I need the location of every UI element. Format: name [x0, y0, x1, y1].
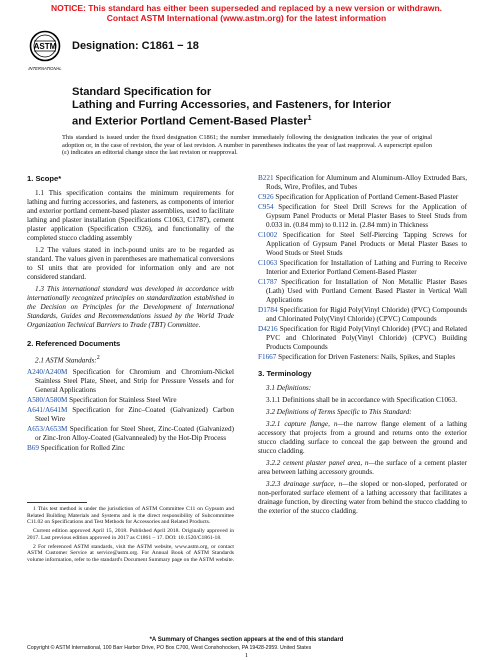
reference-item — [27, 406, 234, 424]
reference-title: Specification for Application of Portland Cement-Based Plaster — [273, 193, 459, 201]
terminology-3-2-3: 3.2.3 drainage surface, n—the sloped or non-sloped, perforated or non-perforated surface element of a lathing accessory that facilitates a drainage function, by directing water from behind the stucco cladding to the exterior of the stucco cladding. — [258, 480, 467, 515]
reference-link[interactable]: F1667 — [258, 353, 277, 361]
reference-link[interactable]: C926 — [258, 193, 274, 201]
notice-line-2: Contact ASTM International (www.astm.org) for the latest information — [106, 13, 387, 23]
reference-link[interactable]: A641/A641M — [27, 406, 68, 415]
reference-item — [258, 174, 467, 192]
footnotes — [27, 506, 234, 566]
reference-item — [27, 425, 234, 443]
reference-item — [27, 368, 234, 395]
reference-item — [258, 325, 467, 352]
reference-item — [27, 444, 234, 453]
scope-heading: 1. Scope* — [27, 174, 62, 183]
reference-link[interactable]: C954 — [258, 203, 274, 211]
reference-link[interactable]: C1002 — [258, 231, 278, 239]
footnote-2: 2 For referenced ASTM standards, visit the ASTM website, www.astm.org, or contact ASTM Customer Service at service@astm.org. For Annual Book of ASTM Standards volume information, refer to the standard's Document Summary page on the ASTM website. — [27, 543, 234, 563]
summary-of-changes-note: *A Summary of Changes section appears at the end of this standard — [149, 637, 344, 643]
document-title — [72, 86, 462, 129]
referenced-documents-heading: 2. Referenced Documents — [27, 339, 121, 348]
title-footnote-mark: 1 — [307, 115, 312, 122]
notice-line-1: NOTICE: This standard has either been superseded and replaced by a new version or withdrawn. — [50, 3, 443, 13]
right-column — [258, 174, 467, 519]
reference-link[interactable]: C1787 — [258, 278, 278, 286]
title-line-2: Lathing and Furring Accessories, and Fasteners, for Interior — [72, 99, 392, 111]
footnote-divider — [27, 502, 87, 503]
title-line-3: and Exterior Portland Cement-Based Plaster — [72, 115, 308, 128]
reference-item — [258, 259, 467, 277]
reference-title: Specification for Steel Drill Screws for the Application of Gypsum Panel Products or Metal Plaster Bases to Steel Studs from 0.033 in. (0.84 mm) to 0.112 in. (2.84 mm) in Thickness — [266, 203, 467, 229]
reference-title: Specification for Zinc–Coated (Galvanized) Carbon Steel Wire — [35, 406, 234, 424]
reference-title: Specification for Driven Fasteners: Nails, Spikes, and Staples — [276, 353, 456, 361]
title-line-1: Standard Specification for — [72, 86, 212, 98]
reference-link[interactable]: B221 — [258, 174, 274, 182]
reference-title: Specification for Rolled Zinc — [38, 444, 125, 453]
designation: Designation: C1861 − 18 — [72, 40, 199, 52]
reference-title: Specification for Rigid Poly(Vinyl Chloride) (PVC) Compounds and Chlorinated Poly(Vinyl Chloride) (CPVC) Compounds — [266, 306, 467, 323]
reference-item — [258, 278, 467, 305]
reference-link[interactable]: D4216 — [258, 325, 278, 333]
reference-link[interactable]: B69 — [27, 444, 39, 453]
scope-1-3: 1.3 This international standard was developed in accordance with internationally recognized principles on standardization established in the Decision on Principles for the Development of International Standards, Guides and Recommendations issued by the World Trade Organization Technical Barriers to Trade (TBT) Committee. — [27, 285, 234, 329]
left-column — [27, 174, 234, 454]
reference-item — [258, 203, 467, 230]
supersede-notice — [0, 3, 493, 23]
reference-link[interactable]: D1784 — [258, 306, 278, 314]
references-list-left — [27, 368, 234, 453]
copyright-line: Copyright © ASTM International, 100 Barr Harbor Drive, PO Box C700, West Conshohocken, PA 19428-2959. United States — [27, 645, 312, 651]
reference-title: Specification for Installation of Non Metallic Plaster Bases (Lath) Used with Portland Cement Based Plaster in Vertical Wall Applications — [266, 278, 467, 304]
reference-item — [27, 396, 234, 405]
reference-title: Specification for Aluminum and Aluminum-Alloy Extruded Bars, Rods, Wire, Profiles, and Tubes — [266, 174, 467, 191]
terminology-3-1-1: 3.1.1 Definitions shall be in accordance with Specification C1063. — [266, 396, 458, 404]
terminology-3-2-1: 3.2.1 capture flange, n—the narrow flange element of a lathing accessory that projects from a ground and returns onto the exterior stucco cladding surface to conceal the gap between the ground and stucco cladding. — [258, 420, 468, 455]
intro-paragraph: This standard is issued under the fixed designation C1861; the number immediately following the designation indicates the year of original adoption or, in the case of revision, the year of last revision. A number in parentheses indicates the year of last reapproval. A superscript epsilon (ε) indicates an editorial change since the last revision or reapproval. — [62, 134, 432, 157]
reference-link[interactable]: A240/A240M — [27, 368, 68, 377]
logo-text: ASTM — [33, 42, 57, 51]
reference-title: Specification for Rigid Poly(Vinyl Chloride) (PVC) and Related PVC and Chlorinated Poly(Vinyl Chloride) (CPVC) Building Products Compounds — [266, 325, 467, 351]
reference-link[interactable]: A653/A653M — [27, 425, 68, 434]
references-list-right — [258, 174, 467, 362]
page-number: 1 — [244, 652, 249, 659]
scope-1-2: 1.2 The values stated in inch-pound units are to be regarded as standard. The values given in parentheses are mathematical conversions to SI units that are provided for information only and are not considered standard. — [27, 246, 234, 281]
reference-item — [258, 353, 467, 362]
terminology-3-1: 3.1 Definitions: — [266, 384, 312, 392]
reference-item — [258, 231, 467, 258]
terminology-3-2-2: 3.2.2 cement plaster panel area, n—the surface of a cement plaster area between lathing accessory grounds. — [258, 459, 467, 476]
terminology-heading: 3. Terminology — [258, 369, 312, 378]
reference-link[interactable]: A580/A580M — [27, 396, 68, 405]
reference-title: Specification for Steel Sheet, Zinc-Coated (Galvanized) or Zinc-Iron Alloy-Coated (Galvannealed) by the Hot-Dip Process — [35, 425, 234, 443]
footnote-1-edition: Current edition approved April 15, 2018. Published April 2018. Originally approved in 2017. Last previous edition approved in 2017 as C1861 – 17. DOI: 10.1520/C1861-18. — [27, 528, 234, 541]
astm-logo-icon — [27, 30, 63, 74]
scope-1-1: 1.1 This specification contains the minimum requirements for lathing and furring accessories, and fasteners, as components of interior and exterior portland cement-based plaster assemblies, used to facilitate lathing and plaster installation (Specifications C1063, C1787), cement plaster application (Specification C926), and functionality of the completed stucco cladding assembly — [27, 189, 234, 242]
astm-standards-subheading: 2.1 ASTM Standards:$^2$ — [35, 355, 100, 365]
terminology-3-2: 3.2 Definitions of Terms Specific to This Standard: — [266, 408, 412, 416]
reference-title: Specification for Steel Self-Piercing Tapping Screws for Application of Gypsum Panel Products or Metal Plaster Bases to Wood Studs or Steel Studs — [266, 231, 467, 257]
reference-item — [258, 193, 467, 202]
footnote-1: 1 This test method is under the jurisdiction of ASTM Committee C11 on Gypsum and Related Building Materials and Systems and is the direct responsibility of Subcommittee C11.02 on Specifications and Test Methods for Accessories and Related Products. — [27, 506, 234, 526]
reference-item — [258, 306, 467, 324]
reference-link[interactable]: C1063 — [258, 259, 278, 267]
reference-title: Specification for Chromium and Chromium-Nickel Stainless Steel Plate, Sheet, and Strip for Pressure Vessels and for General Applications — [35, 368, 234, 395]
reference-title: Specification for Stainless Steel Wire — [67, 396, 177, 405]
reference-title: Specification for Installation of Lathing and Furring to Receive Interior and Exterior Portland Cement-Based Plaster — [266, 259, 467, 276]
logo-subtext: INTERNATIONAL — [28, 66, 62, 71]
